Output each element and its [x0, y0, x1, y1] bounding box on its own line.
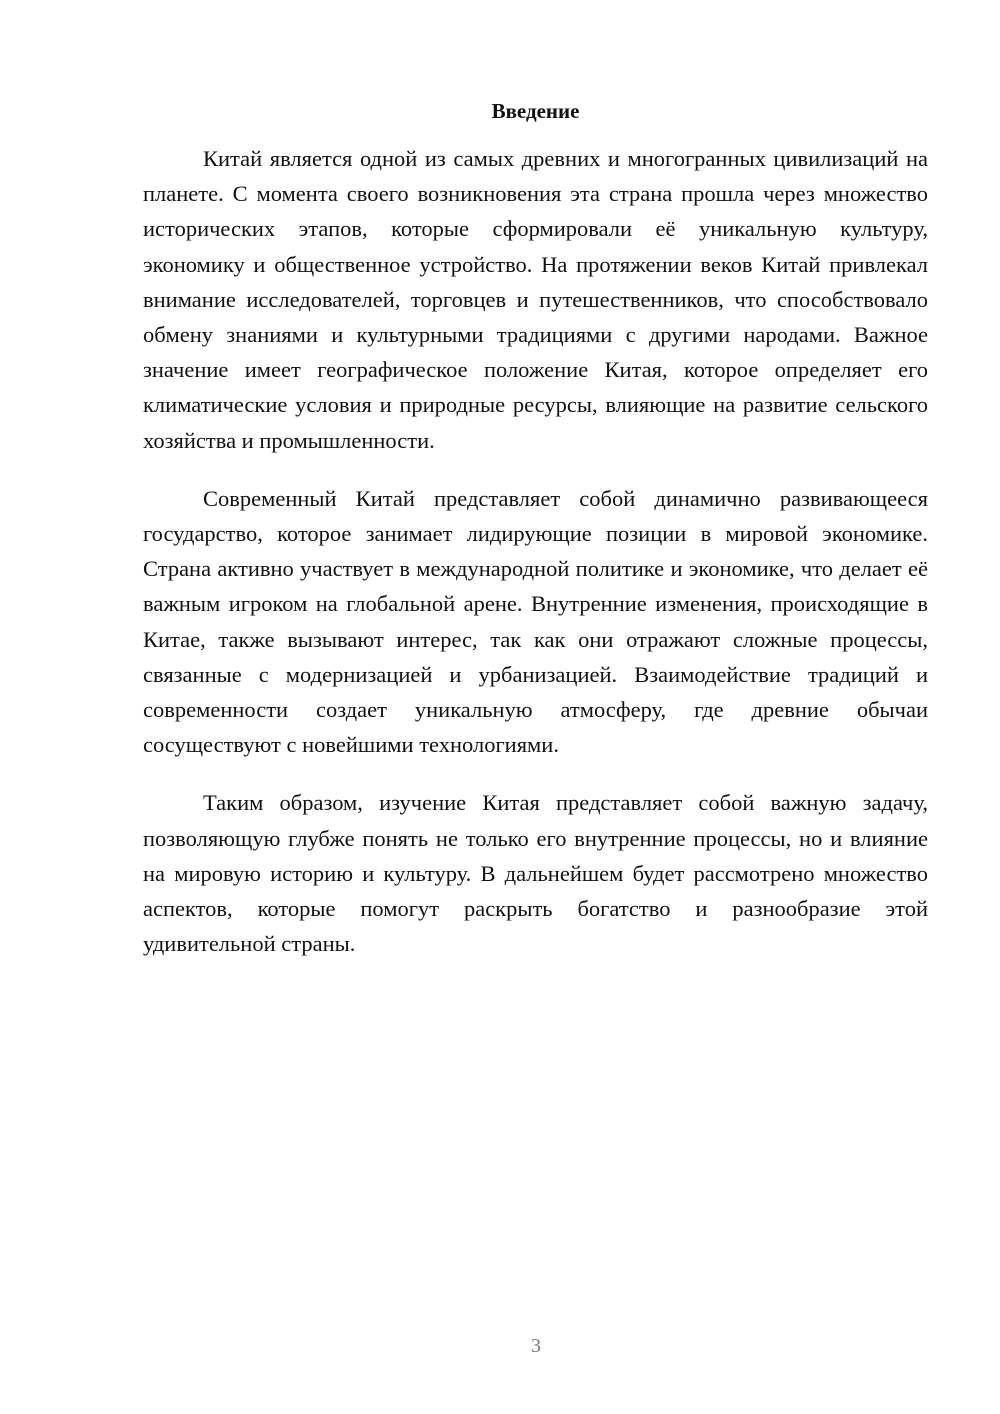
paragraph: Китай является одной из самых древних и многогранных цивилизаций на планете. С момента своего возникновения эта страна прошла через множество исторических этапов, которые сформировали её уникальную культуру, экономику и общественное устройство. На протяжении веков Китай привлекал внимание исследователей, торговцев и путешественников, что способствовало обмену знаниями и культурными традициями с другими народами. Важное значение имеет географическое положение Китая, которое определяет его климатические условия и природные ресурсы, влияющие на развитие сельского хозяйства и промышленности. [143, 146, 928, 453]
section-title: Введение [491, 99, 580, 123]
body-text [143, 141, 928, 984]
paragraph: Современный Китай представляет собой динамично развивающееся государство, которое занимает лидирующие позиции в мировой экономике. Страна активно участвует в международной политике и экономике, что делает её важным игроком на глобальной арене. Внутренние изменения, происходящие в Китае, также вызывают интерес, так как они отражают сложные процессы, связанные с модернизацией и урбанизацией. Взаимодействие традиций и современности создает уникальную атмосферу, где древние обычаи сосуществуют с новейшими технологиями. [143, 485, 928, 758]
paragraph: Таким образом, изучение Китая представляет собой важную задачу, позволяющую глубже понять не только его внутренние процессы, но и влияние на мировую историю и культуру. В дальнейшем будет рассмотрено множество аспектов, которые помогут раскрыть богатство и разнообразие этой удивительной страны. [143, 790, 928, 957]
page-number: 3 [531, 1335, 541, 1357]
